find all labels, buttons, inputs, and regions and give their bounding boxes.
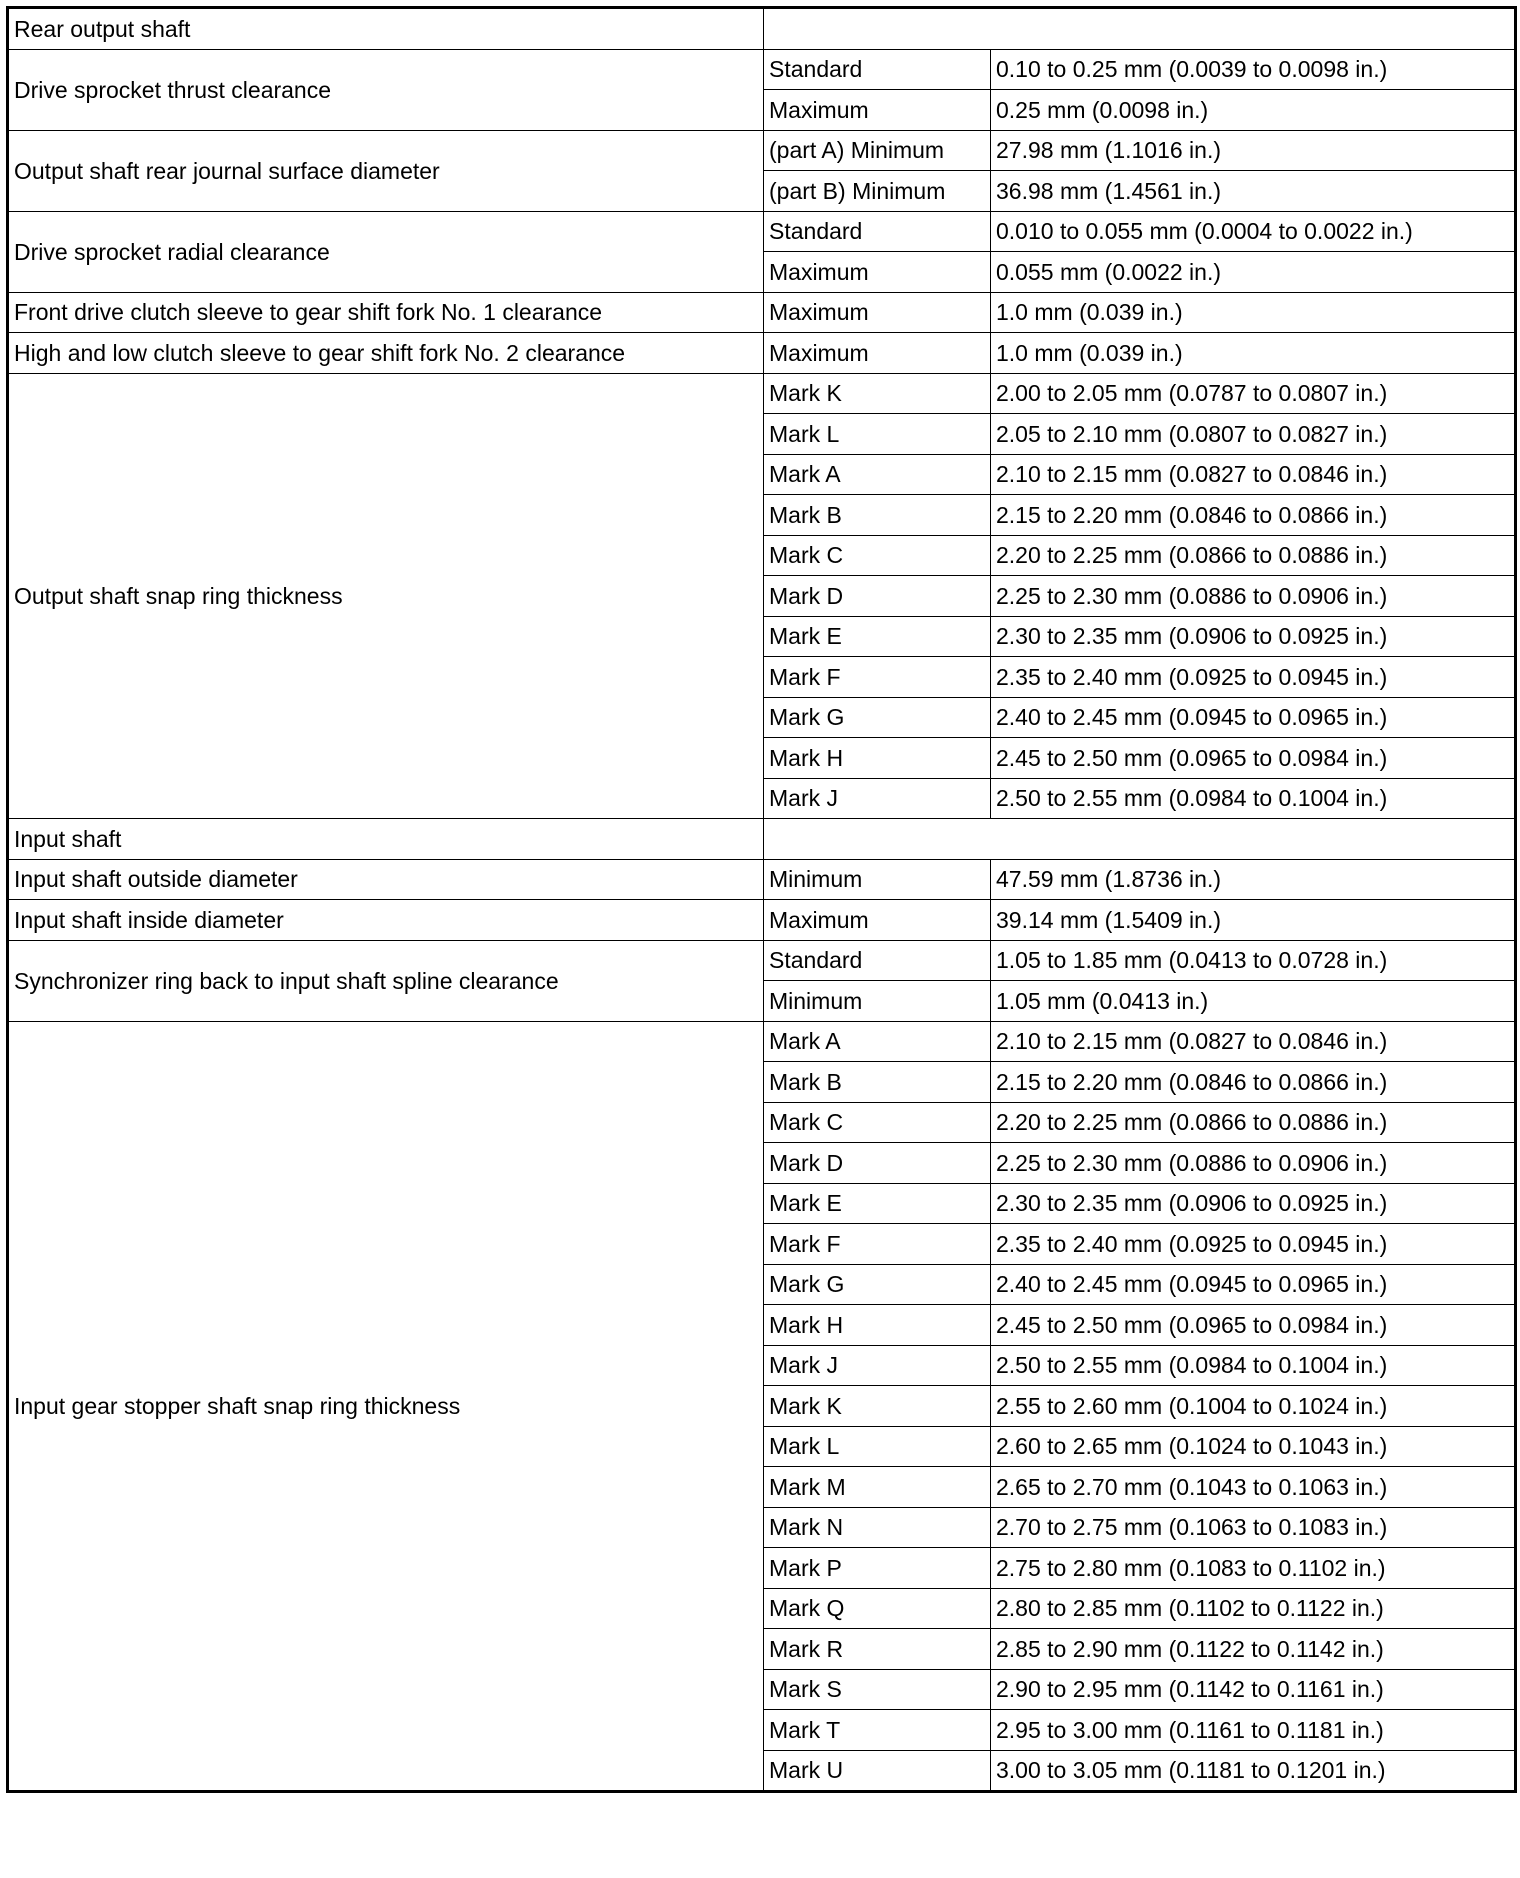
- spec-condition: Mark C: [764, 535, 991, 576]
- spec-condition: Mark A: [764, 454, 991, 495]
- spec-condition: (part B) Minimum: [764, 171, 991, 212]
- spec-value: 36.98 mm (1.4561 in.): [991, 171, 1516, 212]
- spec-condition: Mark J: [764, 1345, 991, 1386]
- table-row: [8, 900, 1516, 941]
- spec-item-name: Input shaft inside diameter: [8, 900, 764, 941]
- spec-condition: Mark H: [764, 1305, 991, 1346]
- spec-item-name: Output shaft rear journal surface diameter: [8, 130, 764, 211]
- spec-value: 1.05 to 1.85 mm (0.0413 to 0.0728 in.): [991, 940, 1516, 981]
- table-row: [8, 211, 1516, 252]
- spec-value: 0.10 to 0.25 mm (0.0039 to 0.0098 in.): [991, 49, 1516, 90]
- spec-condition: Mark K: [764, 373, 991, 414]
- spec-value: 2.85 to 2.90 mm (0.1122 to 0.1142 in.): [991, 1629, 1516, 1670]
- spec-item-name: Synchronizer ring back to input shaft spline clearance: [8, 940, 764, 1021]
- spec-condition: Minimum: [764, 981, 991, 1022]
- spec-condition: Maximum: [764, 333, 991, 374]
- spec-value: 2.50 to 2.55 mm (0.0984 to 0.1004 in.): [991, 778, 1516, 819]
- spec-value: 2.45 to 2.50 mm (0.0965 to 0.0984 in.): [991, 738, 1516, 779]
- spec-value: 2.30 to 2.35 mm (0.0906 to 0.0925 in.): [991, 1183, 1516, 1224]
- spec-value: 2.35 to 2.40 mm (0.0925 to 0.0945 in.): [991, 1224, 1516, 1265]
- spec-item-name: High and low clutch sleeve to gear shift fork No. 2 clearance: [8, 333, 764, 374]
- spec-condition: Mark P: [764, 1548, 991, 1589]
- spec-condition: Mark N: [764, 1507, 991, 1548]
- table-row: [8, 49, 1516, 90]
- spec-item-name: Drive sprocket radial clearance: [8, 211, 764, 292]
- spec-value: 2.15 to 2.20 mm (0.0846 to 0.0866 in.): [991, 1062, 1516, 1103]
- spec-condition: Maximum: [764, 90, 991, 131]
- table-row: [8, 292, 1516, 333]
- spec-condition: Mark T: [764, 1710, 991, 1751]
- spec-value: 2.00 to 2.05 mm (0.0787 to 0.0807 in.): [991, 373, 1516, 414]
- spec-condition: Mark L: [764, 414, 991, 455]
- spec-value: 1.05 mm (0.0413 in.): [991, 981, 1516, 1022]
- spec-value: 39.14 mm (1.5409 in.): [991, 900, 1516, 941]
- spec-value: 0.055 mm (0.0022 in.): [991, 252, 1516, 293]
- specification-table-body: [8, 8, 1516, 1792]
- spec-value: 2.40 to 2.45 mm (0.0945 to 0.0965 in.): [991, 1264, 1516, 1305]
- spec-value: 1.0 mm (0.039 in.): [991, 333, 1516, 374]
- spec-condition: Mark B: [764, 1062, 991, 1103]
- spec-value: 2.10 to 2.15 mm (0.0827 to 0.0846 in.): [991, 1021, 1516, 1062]
- spec-condition: Mark L: [764, 1426, 991, 1467]
- spec-value: 2.90 to 2.95 mm (0.1142 to 0.1161 in.): [991, 1669, 1516, 1710]
- spec-condition: Standard: [764, 49, 991, 90]
- spec-value: 2.70 to 2.75 mm (0.1063 to 0.1083 in.): [991, 1507, 1516, 1548]
- spec-condition: Mark G: [764, 1264, 991, 1305]
- spec-value: 2.05 to 2.10 mm (0.0807 to 0.0827 in.): [991, 414, 1516, 455]
- table-row: [8, 373, 1516, 414]
- spec-item-name: Input gear stopper shaft snap ring thickness: [8, 1021, 764, 1792]
- spec-condition: Maximum: [764, 252, 991, 293]
- spec-condition: Mark K: [764, 1386, 991, 1427]
- spec-condition: Mark H: [764, 738, 991, 779]
- spec-item-name: Output shaft snap ring thickness: [8, 373, 764, 819]
- spec-condition: Mark F: [764, 657, 991, 698]
- table-row: [8, 859, 1516, 900]
- spec-condition: Mark B: [764, 495, 991, 536]
- spec-condition: Maximum: [764, 292, 991, 333]
- section-title: Rear output shaft: [8, 8, 764, 50]
- spec-condition: Mark C: [764, 1102, 991, 1143]
- spec-item-name: Input shaft outside diameter: [8, 859, 764, 900]
- spec-condition: Mark E: [764, 1183, 991, 1224]
- section-title: Input shaft: [8, 819, 764, 860]
- spec-value: 2.30 to 2.35 mm (0.0906 to 0.0925 in.): [991, 616, 1516, 657]
- spec-condition: Maximum: [764, 900, 991, 941]
- spec-condition: Mark U: [764, 1750, 991, 1792]
- spec-condition: Mark A: [764, 1021, 991, 1062]
- spec-condition: Mark Q: [764, 1588, 991, 1629]
- spec-value: 2.35 to 2.40 mm (0.0925 to 0.0945 in.): [991, 657, 1516, 698]
- spec-item-name: Front drive clutch sleeve to gear shift fork No. 1 clearance: [8, 292, 764, 333]
- spec-condition: Mark F: [764, 1224, 991, 1265]
- spec-value: 2.20 to 2.25 mm (0.0866 to 0.0886 in.): [991, 1102, 1516, 1143]
- spec-condition: Mark E: [764, 616, 991, 657]
- spec-condition: Mark D: [764, 1143, 991, 1184]
- spec-value: 2.40 to 2.45 mm (0.0945 to 0.0965 in.): [991, 697, 1516, 738]
- spec-value: 2.80 to 2.85 mm (0.1102 to 0.1122 in.): [991, 1588, 1516, 1629]
- spec-condition: Minimum: [764, 859, 991, 900]
- spec-value: 27.98 mm (1.1016 in.): [991, 130, 1516, 171]
- spec-value: 2.95 to 3.00 mm (0.1161 to 0.1181 in.): [991, 1710, 1516, 1751]
- spec-item-name: Drive sprocket thrust clearance: [8, 49, 764, 130]
- table-row: [8, 333, 1516, 374]
- spec-condition: Mark S: [764, 1669, 991, 1710]
- spec-value: 2.55 to 2.60 mm (0.1004 to 0.1024 in.): [991, 1386, 1516, 1427]
- section-header-blank-cell: [764, 819, 1516, 860]
- spec-condition: Mark G: [764, 697, 991, 738]
- spec-value: 2.45 to 2.50 mm (0.0965 to 0.0984 in.): [991, 1305, 1516, 1346]
- spec-value: 0.010 to 0.055 mm (0.0004 to 0.0022 in.): [991, 211, 1516, 252]
- spec-value: 2.25 to 2.30 mm (0.0886 to 0.0906 in.): [991, 576, 1516, 617]
- spec-condition: Mark J: [764, 778, 991, 819]
- specification-table: [6, 6, 1517, 1793]
- spec-condition: Mark M: [764, 1467, 991, 1508]
- spec-value: 3.00 to 3.05 mm (0.1181 to 0.1201 in.): [991, 1750, 1516, 1792]
- spec-value: 2.60 to 2.65 mm (0.1024 to 0.1043 in.): [991, 1426, 1516, 1467]
- section-header-blank-cell: [764, 8, 1516, 50]
- spec-condition: Mark D: [764, 576, 991, 617]
- spec-condition: Standard: [764, 211, 991, 252]
- spec-condition: (part A) Minimum: [764, 130, 991, 171]
- spec-value: 2.25 to 2.30 mm (0.0886 to 0.0906 in.): [991, 1143, 1516, 1184]
- spec-condition: Standard: [764, 940, 991, 981]
- spec-value: 2.75 to 2.80 mm (0.1083 to 0.1102 in.): [991, 1548, 1516, 1589]
- spec-value: 47.59 mm (1.8736 in.): [991, 859, 1516, 900]
- spec-value: 2.15 to 2.20 mm (0.0846 to 0.0866 in.): [991, 495, 1516, 536]
- spec-value: 2.20 to 2.25 mm (0.0866 to 0.0886 in.): [991, 535, 1516, 576]
- table-row: [8, 130, 1516, 171]
- spec-value: 2.50 to 2.55 mm (0.0984 to 0.1004 in.): [991, 1345, 1516, 1386]
- spec-value: 2.65 to 2.70 mm (0.1043 to 0.1063 in.): [991, 1467, 1516, 1508]
- table-row: [8, 940, 1516, 981]
- spec-value: 0.25 mm (0.0098 in.): [991, 90, 1516, 131]
- section-header-row: [8, 8, 1516, 50]
- spec-value: 1.0 mm (0.039 in.): [991, 292, 1516, 333]
- table-row: [8, 1021, 1516, 1062]
- section-header-row: [8, 819, 1516, 860]
- spec-condition: Mark R: [764, 1629, 991, 1670]
- spec-value: 2.10 to 2.15 mm (0.0827 to 0.0846 in.): [991, 454, 1516, 495]
